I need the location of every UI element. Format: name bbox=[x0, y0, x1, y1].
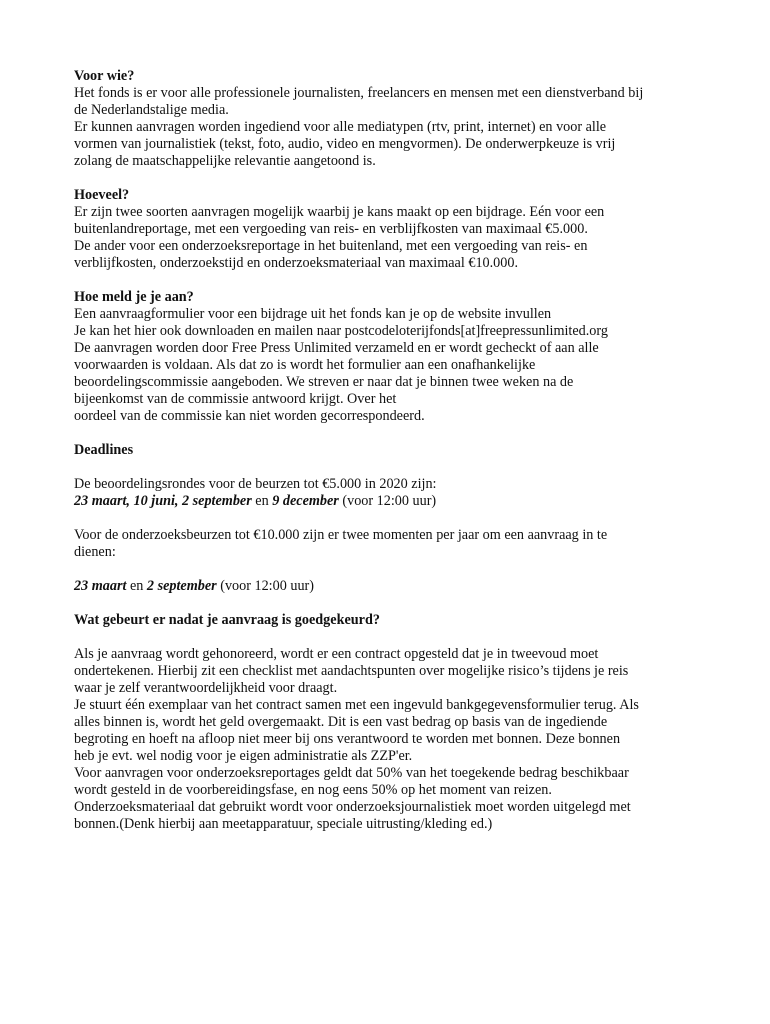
paragraph-line: Een aanvraagformulier voor een bijdrage uit het fonds kan je op de website invullen bbox=[74, 306, 552, 322]
paragraph-line: heb je evt. wel nodig voor je eigen administratie als ZZP'er. bbox=[74, 748, 413, 764]
spacer bbox=[74, 629, 704, 646]
spacer bbox=[74, 561, 704, 578]
deadline-dates-bold: 23 maart, 10 juni, 2 september bbox=[74, 493, 252, 509]
deadline-dates-bold: 2 september bbox=[146, 578, 217, 594]
paragraph-line: de Nederlandstalige media. bbox=[74, 102, 229, 118]
deadline-dates-connector: en bbox=[251, 493, 273, 509]
paragraph-line: voorwaarden is voldaan. Als dat zo is wordt het formulier aan een onafhankelijke bbox=[74, 357, 536, 373]
deadline-dates-connector: en bbox=[126, 578, 147, 594]
paragraph-line: verblijfkosten, onderzoekstijd en onderzoeksmateriaal van maximaal €10.000. bbox=[74, 255, 519, 271]
paragraph-line: Je stuurt één exemplaar van het contract samen met een ingevuld bankgegevensformulier terug. Als bbox=[74, 697, 639, 713]
section-heading-wat-gebeurt: Wat gebeurt er nadat je aanvraag is goedgekeurd? bbox=[74, 612, 380, 628]
paragraph-line: vormen van journalistiek (tekst, foto, audio, video en mengvormen). De onderwerpkeuze is vrij bbox=[74, 136, 616, 152]
paragraph-line: Onderzoeksmateriaal dat gebruikt wordt voor onderzoeksjournalistiek moet worden uitgelegd met bbox=[74, 799, 631, 815]
paragraph-line: Je kan het hier ook downloaden en mailen naar postcodeloterijfonds[at]freepressunlimited.org bbox=[74, 323, 608, 339]
spacer bbox=[74, 425, 704, 442]
paragraph-line: waar je zelf verantwoordelijkheid voor draagt. bbox=[74, 680, 338, 696]
section-heading-voor-wie: Voor wie? bbox=[74, 68, 135, 84]
spacer bbox=[74, 272, 704, 289]
paragraph-line: Er zijn twee soorten aanvragen mogelijk waarbij je kans maakt op een bijdrage. Eén voor een bbox=[74, 204, 605, 220]
paragraph-line: buitenlandreportage, met een vergoeding van reis- en verblijfkosten van maximaal €5.000. bbox=[74, 221, 588, 237]
deadlines-intro: De beoordelingsrondes voor de beurzen tot €5.000 in 2020 zijn: bbox=[74, 476, 437, 492]
paragraph-line: Er kunnen aanvragen worden ingediend voor alle mediatypen (rtv, print, internet) en voor alle bbox=[74, 119, 607, 135]
deadline-time-note: (voor 12:00 uur) bbox=[216, 578, 314, 594]
paragraph-line: dienen: bbox=[74, 544, 116, 560]
paragraph-line: bonnen.(Denk hierbij aan meetapparatuur, speciale uitrusting/kleding ed.) bbox=[74, 816, 493, 832]
deadline-dates-5000 bbox=[74, 493, 704, 510]
spacer bbox=[74, 170, 704, 187]
section-heading-deadlines: Deadlines bbox=[74, 442, 134, 458]
paragraph-line: alles binnen is, wordt het geld overgemaakt. Dit is een vast bedrag op basis van de ingediende bbox=[74, 714, 608, 730]
section-heading-hoe-meld: Hoe meld je je aan? bbox=[74, 289, 194, 305]
paragraph-line: wordt gesteld in de voorbereidingsfase, en nog eens 50% op het moment van reizen. bbox=[74, 782, 552, 798]
paragraph-line: oordeel van de commissie kan niet worden gecorrespondeerd. bbox=[74, 408, 425, 424]
deadline-dates-bold: 23 maart bbox=[74, 578, 127, 594]
spacer bbox=[74, 459, 704, 476]
paragraph-line: begroting en hoeft na afloop niet meer bij ons verantwoord te worden met bonnen. Deze bonnen bbox=[74, 731, 621, 747]
paragraph-line: Voor de onderzoeksbeurzen tot €10.000 zijn er twee momenten per jaar om een aanvraag in te bbox=[74, 527, 608, 543]
paragraph-line: Voor aanvragen voor onderzoeksreportages geldt dat 50% van het toegekende bedrag beschikbaar bbox=[74, 765, 629, 781]
paragraph-line: De ander voor een onderzoeksreportage in het buitenland, met een vergoeding van reis- en bbox=[74, 238, 588, 254]
spacer bbox=[74, 595, 704, 612]
deadline-dates-10000 bbox=[74, 578, 704, 595]
paragraph-line: Als je aanvraag wordt gehonoreerd, wordt er een contract opgesteld dat je in tweevoud moet bbox=[74, 646, 599, 662]
document-page bbox=[74, 68, 704, 833]
spacer bbox=[74, 510, 704, 527]
paragraph-line: zolang de maatschappelijke relevantie aangetoond is. bbox=[74, 153, 376, 169]
deadline-dates-bold: 9 december bbox=[272, 493, 339, 509]
paragraph-line: beoordelingscommissie aangeboden. We streven er naar dat je binnen twee weken na de bbox=[74, 374, 574, 390]
section-heading-hoeveel: Hoeveel? bbox=[74, 187, 130, 203]
deadline-time-note: (voor 12:00 uur) bbox=[338, 493, 437, 509]
paragraph-line: ondertekenen. Hierbij zit een checklist met aandachtspunten over mogelijke risico’s tijdens je reis bbox=[74, 663, 629, 679]
paragraph-line: De aanvragen worden door Free Press Unlimited verzameld en er wordt gecheckt of aan alle bbox=[74, 340, 599, 356]
paragraph-line: Het fonds is er voor alle professionele journalisten, freelancers en mensen met een dienstverband bij bbox=[74, 85, 644, 101]
paragraph-line: bijeenkomst van de commissie antwoord krijgt. Over het bbox=[74, 391, 397, 407]
